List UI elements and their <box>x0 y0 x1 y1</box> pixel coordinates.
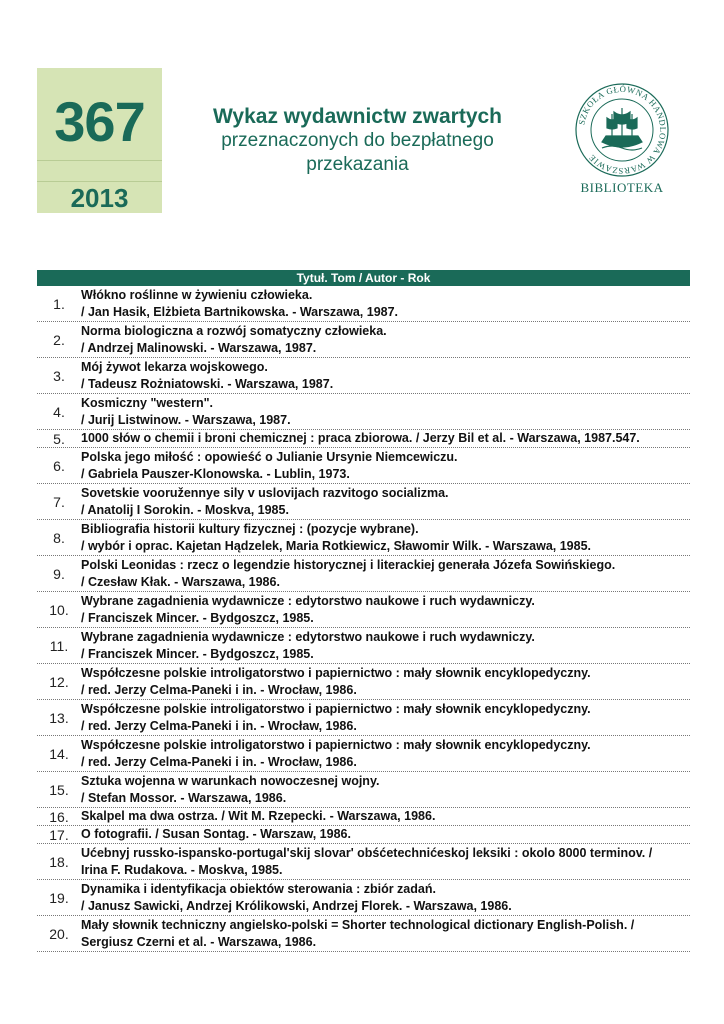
entry-title: Kosmiczny "western". <box>81 396 214 410</box>
page-title <box>205 104 510 177</box>
table-row <box>37 592 690 628</box>
row-number: 13. <box>49 709 69 726</box>
ship-seal-icon <box>572 80 672 180</box>
entry-author: / Gabriela Pauszer-Klonowska. - Lublin, 1973. <box>81 467 350 481</box>
table-row <box>37 322 690 358</box>
table-row <box>37 286 690 322</box>
entry-author: / red. Jerzy Celma-Paneki i in. - Wrocław, 1986. <box>81 719 357 733</box>
entry-author: / Czesław Kłak. - Warszawa, 1986. <box>81 575 280 589</box>
row-number: 1. <box>53 295 65 312</box>
row-entry <box>77 448 690 483</box>
row-entry <box>77 772 690 807</box>
row-number: 3. <box>53 367 65 384</box>
entry-author: / Stefan Mossor. - Warszawa, 1986. <box>81 791 287 805</box>
row-number: 20. <box>49 925 69 942</box>
row-entry <box>77 664 690 699</box>
entry-title: Ućebnyj russko-ispansko-portugal'skij slovar' obśćetechnićeskoj leksiki : okolo 8000 terminov. / <box>81 846 653 860</box>
table-row <box>37 736 690 772</box>
table-body <box>37 286 690 952</box>
library-label: BIBLIOTEKA <box>580 180 664 195</box>
row-entry <box>77 358 690 393</box>
row-entry <box>77 556 690 591</box>
entry-author: / Anatolij I Sorokin. - Moskva, 1985. <box>81 503 289 517</box>
row-number: 7. <box>53 493 65 510</box>
publication-table <box>37 270 690 952</box>
row-entry <box>77 484 690 519</box>
title-line-3: przekazania <box>306 154 409 175</box>
title-line-1: Wykaz wydawnictw zwartych <box>212 105 503 128</box>
entry-title: Skalpel ma dwa ostrza. / Wit M. Rzepecki. - Warszawa, 1986. <box>81 809 436 823</box>
row-number: 18. <box>49 853 69 870</box>
entry-author: / Tadeusz Rożniatowski. - Warszawa, 1987. <box>81 377 334 391</box>
row-entry <box>77 736 690 771</box>
row-entry <box>77 628 690 663</box>
row-number: 4. <box>53 403 65 420</box>
row-entry <box>77 394 690 429</box>
table-row <box>37 826 690 844</box>
row-number: 15. <box>49 781 69 798</box>
entry-title: Współczesne polskie introligatorstwo i papiernictwo : mały słownik encyklopedyczny. <box>81 666 591 680</box>
table-row <box>37 520 690 556</box>
row-entry <box>77 430 690 447</box>
entry-title: Norma biologiczna a rozwój somatyczny człowieka. <box>81 324 387 338</box>
row-number: 6. <box>53 457 65 474</box>
table-row <box>37 700 690 736</box>
seal-ring-text: SZKOŁA GŁÓWNA HANDLOWA W WARSZAWIE <box>576 83 669 177</box>
row-number: 14. <box>49 745 69 762</box>
table-row <box>37 394 690 430</box>
library-logo <box>572 80 682 205</box>
row-entry <box>77 592 690 627</box>
entry-title: Wybrane zagadnienia wydawnicze : edytorstwo naukowe i ruch wydawniczy. <box>81 594 535 608</box>
row-entry <box>77 880 690 915</box>
entry-author: / red. Jerzy Celma-Paneki i in. - Wrocław, 1986. <box>81 755 357 769</box>
table-row <box>37 664 690 700</box>
entry-author: / Janusz Sawicki, Andrzej Królikowski, Andrzej Florek. - Warszawa, 1986. <box>81 899 512 913</box>
entry-title: Mały słownik techniczny angielsko-polski = Shorter technological dictionary English-Polish. / <box>81 918 635 932</box>
entry-title: Włókno roślinne w żywieniu człowieka. <box>81 288 313 302</box>
entry-title: Sovetskie vooružennye sily v uslovijach razvitogo socializma. <box>81 486 449 500</box>
entry-title: Sztuka wojenna w warunkach nowoczesnej wojny. <box>81 774 380 788</box>
entry-title: 1000 słów o chemii i broni chemicznej : praca zbiorowa. / Jerzy Bil et al. - Warszawa, 1987.547. <box>81 431 640 445</box>
table-row <box>37 808 690 826</box>
issue-box <box>37 68 162 213</box>
entry-author: / Franciszek Mincer. - Bydgoszcz, 1985. <box>81 647 314 661</box>
row-entry <box>77 286 690 321</box>
table-row <box>37 484 690 520</box>
table-row <box>37 628 690 664</box>
entry-author: / Franciszek Mincer. - Bydgoszcz, 1985. <box>81 611 314 625</box>
entry-author: / wybór i oprac. Kajetan Hądzelek, Maria Rotkiewicz, Sławomir Wilk. - Warszawa, 1985. <box>81 539 592 553</box>
entry-author: / Andrzej Malinowski. - Warszawa, 1987. <box>81 341 317 355</box>
entry-author: / Jurij Listwinow. - Warszawa, 1987. <box>81 413 291 427</box>
entry-title: Współczesne polskie introligatorstwo i papiernictwo : mały słownik encyklopedyczny. <box>81 738 591 752</box>
row-number: 11. <box>49 637 69 654</box>
entry-title: Dynamika i identyfikacja obiektów sterowania : zbiór zadań. <box>81 882 436 896</box>
row-number: 5. <box>53 430 65 447</box>
table-row <box>37 358 690 394</box>
row-number: 2. <box>53 331 65 348</box>
issue-year: 2013 <box>70 183 129 213</box>
row-number: 16. <box>49 808 69 825</box>
row-number: 9. <box>53 565 65 582</box>
entry-title: Współczesne polskie introligatorstwo i papiernictwo : mały słownik encyklopedyczny. <box>81 702 591 716</box>
row-entry <box>77 808 690 825</box>
row-entry <box>77 916 690 951</box>
divider <box>37 160 162 161</box>
row-entry <box>77 322 690 357</box>
entry-author: Sergiusz Czerni et al. - Warszawa, 1986. <box>81 935 317 949</box>
table-row <box>37 556 690 592</box>
row-number: 8. <box>53 529 65 546</box>
table-row <box>37 430 690 448</box>
row-entry <box>77 844 690 879</box>
title-line-2: przeznaczonych do bezpłatnego <box>221 130 494 151</box>
entry-author: / red. Jerzy Celma-Paneki i in. - Wrocław, 1986. <box>81 683 357 697</box>
row-entry <box>77 700 690 735</box>
row-entry <box>77 826 690 843</box>
row-number: 19. <box>49 889 69 906</box>
entry-title: Mój żywot lekarza wojskowego. <box>81 360 268 374</box>
table-row <box>37 880 690 916</box>
entry-title: Polska jego miłość : opowieść o Julianie Ursynie Niemcewiczu. <box>81 450 458 464</box>
table-row <box>37 448 690 484</box>
row-number: 12. <box>49 673 69 690</box>
entry-title: O fotografii. / Susan Sontag. - Warszaw, 1986. <box>81 827 351 841</box>
entry-title: Bibliografia historii kultury fizycznej : (pozycje wybrane). <box>81 522 419 536</box>
entry-title: Wybrane zagadnienia wydawnicze : edytorstwo naukowe i ruch wydawniczy. <box>81 630 535 644</box>
entry-author: Irina F. Rudakova. - Moskva, 1985. <box>81 863 283 877</box>
table-header: Tytuł. Tom / Autor - Rok <box>37 270 690 286</box>
table-row <box>37 844 690 880</box>
row-number: 10. <box>49 601 69 618</box>
entry-author: / Jan Hasik, Elżbieta Bartnikowska. - Warszawa, 1987. <box>81 305 399 319</box>
row-number: 17. <box>49 826 69 843</box>
entry-title: Polski Leonidas : rzecz o legendzie historycznej i literackiej generała Józefa Sowińskiego. <box>81 558 616 572</box>
table-row <box>37 916 690 952</box>
issue-number: 367 <box>54 90 145 153</box>
table-row <box>37 772 690 808</box>
row-entry <box>77 520 690 555</box>
